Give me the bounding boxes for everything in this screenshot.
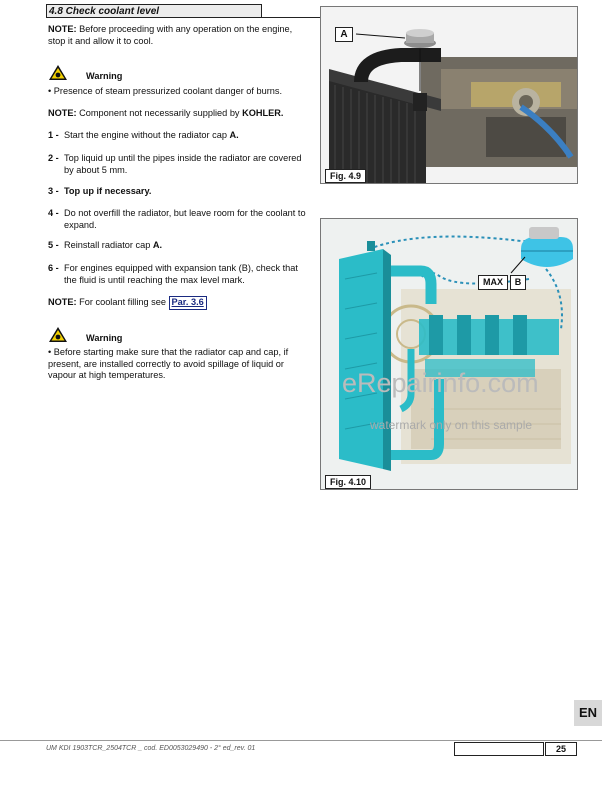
label-b-tag: B bbox=[510, 275, 526, 290]
note-2 bbox=[48, 108, 308, 120]
warning-icon bbox=[48, 64, 68, 81]
step-body: Start the engine without the radiator cap bbox=[64, 130, 227, 140]
figure-4-9 bbox=[320, 6, 578, 184]
step-bold: A. bbox=[229, 130, 239, 140]
note-3 bbox=[48, 296, 308, 310]
note-label: NOTE: bbox=[48, 297, 77, 307]
step-number: 1 - bbox=[48, 130, 59, 140]
step-number: 4 - bbox=[48, 208, 59, 218]
warning-text: • Presence of steam pressurized coolant danger of burns. bbox=[48, 86, 283, 96]
step-number: 6 - bbox=[48, 263, 59, 273]
note-text: For coolant filling see bbox=[79, 297, 166, 307]
note-text: Component not necessarily supplied by bbox=[79, 108, 240, 118]
step-text: Top up if necessary. bbox=[64, 186, 152, 196]
footer-rule bbox=[0, 740, 602, 741]
warning-icon bbox=[48, 326, 68, 343]
note-1 bbox=[48, 24, 308, 47]
warning-title: Warning bbox=[86, 333, 123, 343]
step-text: Top liquid up until the pipes inside the radiator are covered by about 5 mm. bbox=[64, 153, 302, 175]
figure-caption: Fig. 4.9 bbox=[325, 169, 366, 183]
warning-title: Warning bbox=[86, 71, 123, 81]
note-label: NOTE: bbox=[48, 108, 77, 118]
cooling-circuit-illustration bbox=[321, 219, 578, 490]
label-a-tag: A bbox=[335, 27, 353, 42]
document-code: UM KDI 1903TCR_2504TCR _ cod. ED0053029490 - 2° ed_rev. 01 bbox=[46, 745, 256, 752]
watermark-logo: eRepairinfo.com bbox=[342, 368, 539, 398]
section-title: 4.8 Check coolant level bbox=[46, 4, 262, 18]
paragraph-link[interactable]: Par. 3.6 bbox=[169, 296, 207, 310]
radiator-cap-illustration bbox=[321, 7, 578, 184]
step-number: 3 - bbox=[48, 186, 59, 196]
figure-4-10 bbox=[320, 218, 578, 490]
header-rule bbox=[262, 17, 320, 18]
note-text: Before proceeding with any operation on the engine, stop it and allow it to cool. bbox=[48, 24, 293, 46]
step-body: Reinstall radiator cap bbox=[64, 240, 151, 250]
step-bold: A. bbox=[152, 240, 163, 250]
step-text bbox=[64, 240, 308, 252]
step-text: For engines equipped with expansion tank (B), check that the fluid is until reaching the max level mark. bbox=[64, 263, 298, 285]
step-text: Do not overfill the radiator, but leave room for the coolant to expand. bbox=[64, 208, 306, 230]
footer-blank-box bbox=[454, 742, 544, 756]
brand-name: KOHLER. bbox=[242, 108, 284, 118]
watermark-note: watermark only on this sample bbox=[370, 418, 533, 432]
step-number: 5 - bbox=[48, 240, 59, 250]
note-label: NOTE: bbox=[48, 24, 77, 34]
step-text bbox=[64, 130, 308, 142]
step-number: 2 - bbox=[48, 153, 59, 163]
warning-text: • Before starting make sure that the radiator cap and cap, if present, are installed correctly to avoid spillage of liquid or vapour at high temperatures. bbox=[48, 347, 289, 380]
figure-caption: Fig. 4.10 bbox=[325, 475, 371, 489]
page-number: 25 bbox=[545, 742, 577, 756]
language-tab: EN bbox=[574, 700, 602, 726]
max-level-tag: MAX bbox=[478, 275, 508, 290]
